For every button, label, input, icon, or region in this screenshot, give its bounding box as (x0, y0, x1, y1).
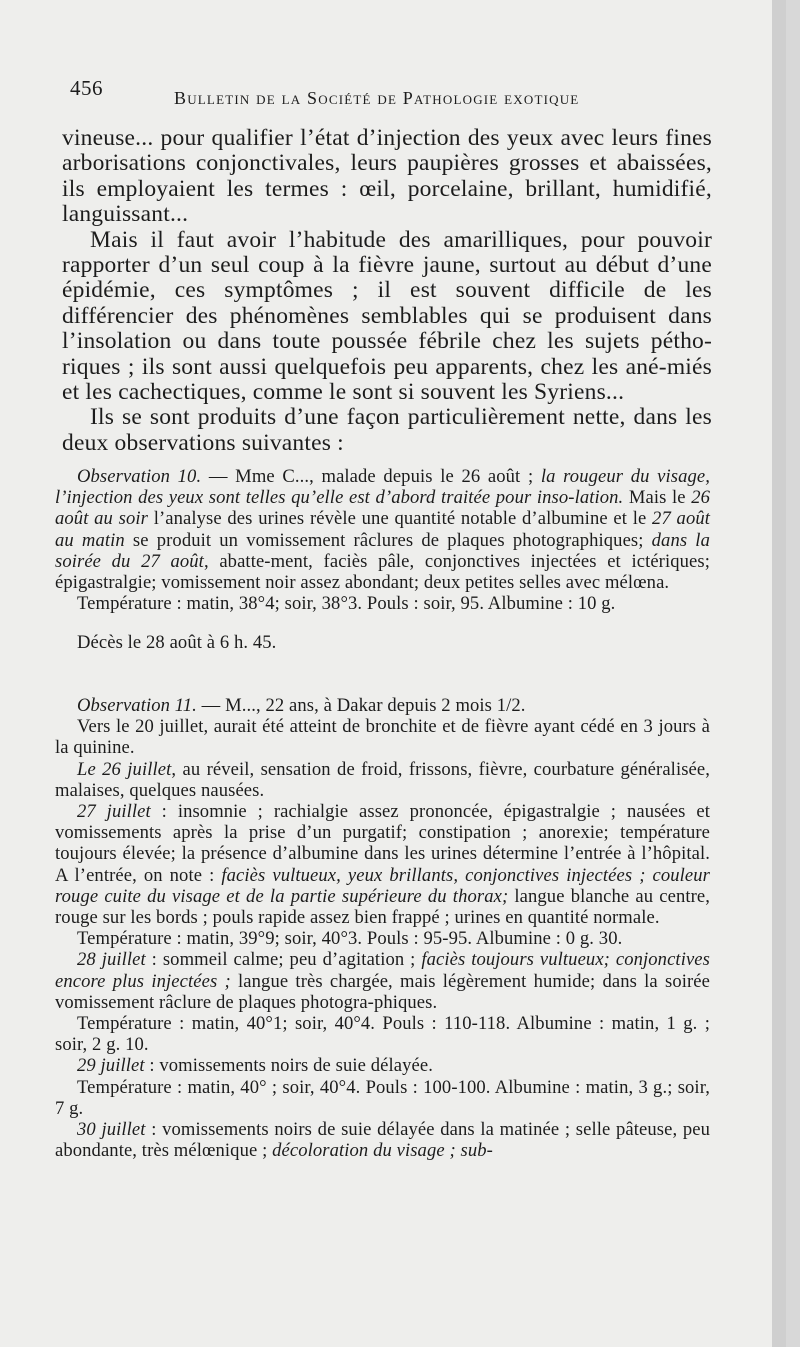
intro-paragraph-2: Mais il faut avoir l’habitude des amarilliques, pour pouvoir rapporter d’un seul coup à la fièvre jaune, surtout au début d’une épidémie, ces symptômes ; il est souvent difficile de les différencier des phénomènes semblables qui se produisent dans l’insolation ou dans toute poussée fébrile chez les sujets pétho-riques ; ils sont aussi quelquefois peu apparents, chez les ané-miés et les cachectiques, comme le sont si souvent les Syriens... (62, 226, 712, 406)
obs11-day-26 (55, 759, 710, 801)
observation-11-title: Observation 11. (77, 695, 197, 716)
obs11-day-30-text-a: : vomissements noirs de suie délayée dans la matinée ; selle pâteuse, peu abondante, très mélœnique ; (55, 1119, 710, 1162)
observation-10-temperature: Température : matin, 38°4; soir, 38°3. Pouls : soir, 95. Albumine : 10 g. (77, 593, 616, 615)
obs11-day-28-date: 28 juillet (77, 949, 146, 971)
running-title: Bulletin de la Société de Pathologie exotique (174, 88, 580, 108)
obs11-day-28-text-a: : sommeil calme; peu d’agitation ; (145, 949, 422, 971)
obs11-day-29-date: 29 juillet (77, 1055, 145, 1077)
obs11-day-29-text: : vomissements noirs de suie délayée. (144, 1055, 433, 1077)
observation-10-title: Observation 10. (77, 466, 202, 487)
obs11-temp-29: Température : matin, 40° ; soir, 40°4. Pouls : 100-100. Albumine : matin, 3 g.; soir, 7 g. (55, 1076, 710, 1119)
obs11-day-30-date: 30 juillet (77, 1119, 146, 1141)
obs11-day-26-text: , au réveil, sensation de froid, frissons, fièvre, courbature généralisée, malaises, quelques nausées. (55, 758, 710, 801)
obs11-day-28-text-b: faciès toujours vultueux; conjonctives encore plus injectées ; (55, 949, 711, 992)
observation-10-paragraph (55, 466, 710, 593)
obs10-text-f: 27 août au matin (55, 508, 710, 551)
obs11-day-30-text-b: décoloration du visage ; sub- (272, 1140, 493, 1162)
obs11-day-27-text-c: langue blanche au centre, rouge sur les bords ; pouls rapide assez bien frappé ; urines en quantité normale. (55, 885, 711, 929)
page-number: 456 (70, 76, 103, 100)
obs11-day-30 (55, 1119, 710, 1161)
obs11-day-28-text-c: langue très chargée, mais légèrement humide; dans la soirée vomissement râclure de plaques photogra-phiques. (55, 970, 710, 1013)
obs10-text-d: 26 août au soir (55, 487, 711, 530)
page-edge-shadow (772, 0, 786, 1347)
obs10-text-i: , abatte-ment, faciès pâle, conjonctives injectées et ictériques; épigastralgie; vomissement noir assez abondant; deux petites selles avec mélœna. (55, 550, 710, 594)
obs11-day-27-date: 27 juillet (77, 801, 151, 823)
obs11-intro: — M..., 22 ans, à Dakar depuis 2 mois 1/2. (196, 695, 526, 716)
intro-text (62, 126, 712, 456)
observation-11-heading (55, 695, 710, 716)
obs11-day-27 (55, 801, 710, 928)
obs11-vers: Vers le 20 juillet, aurait été atteint de bronchite et de fièvre ayant cédé en 3 jours à la quinine. (55, 716, 710, 759)
obs11-temp-28: Température : matin, 40°1; soir, 40°4. Pouls : 110-118. Albumine : matin, 1 g. ; soir, 2 g. 10. (55, 1013, 710, 1056)
obs11-temp-27: Température : matin, 39°9; soir, 40°3. Pouls : 95-95. Albumine : 0 g. 30. (77, 928, 623, 950)
obs10-text-e: l’analyse des urines révèle une quantité notable d’albumine et le (148, 508, 653, 530)
observation-10-deces: Décès le 28 août à 6 h. 45. (77, 632, 277, 654)
obs11-day-29 (55, 1055, 710, 1076)
obs11-day-27-text-a: : insomnie ; rachialgie assez prononcée, épigastralgie ; nausées et vomissements après la prise d’un purgatif; constipation ; anorexie; température toujours élevée; la présence d’albumine dans les urines détermine l’entrée à l’hôpital. A l’entrée, on note : (55, 801, 710, 886)
obs11-day-28 (55, 949, 710, 1013)
intro-paragraph-3: Ils se sont produits d’une façon particulièrement nette, dans les deux observations suivantes : (62, 404, 712, 456)
observation-11 (55, 695, 710, 1161)
obs11-day-26-date: Le 26 juillet (77, 758, 172, 780)
obs10-text-h: dans la soirée du 27 août (55, 529, 710, 572)
obs10-text-a: — Mme C..., malade depuis le 26 août ; (201, 466, 541, 487)
intro-paragraph-1: vineuse... pour qualifier l’état d’injection des yeux avec leurs fines arborisations conjonctivales, leurs paupières grosses et abaissées, ils employaient les termes : œil, porcelaine, brillant, humidifié, languissant... (62, 125, 712, 228)
obs10-text-g: se produit un vomissement râclures de plaques photographiques; (124, 529, 652, 551)
obs10-text-c: Mais le (623, 487, 692, 509)
obs10-text-b: la rougeur du visage, l’injection des yeux sont telles qu’elle est d’abord traitée pour inso-lation. (55, 466, 710, 509)
obs11-day-27-text-b: faciès vultueux, yeux brillants, conjonctives injectées ; couleur rouge cuite du visage et de la partie supérieure du thorax; (55, 864, 711, 907)
observation-10 (55, 466, 710, 654)
